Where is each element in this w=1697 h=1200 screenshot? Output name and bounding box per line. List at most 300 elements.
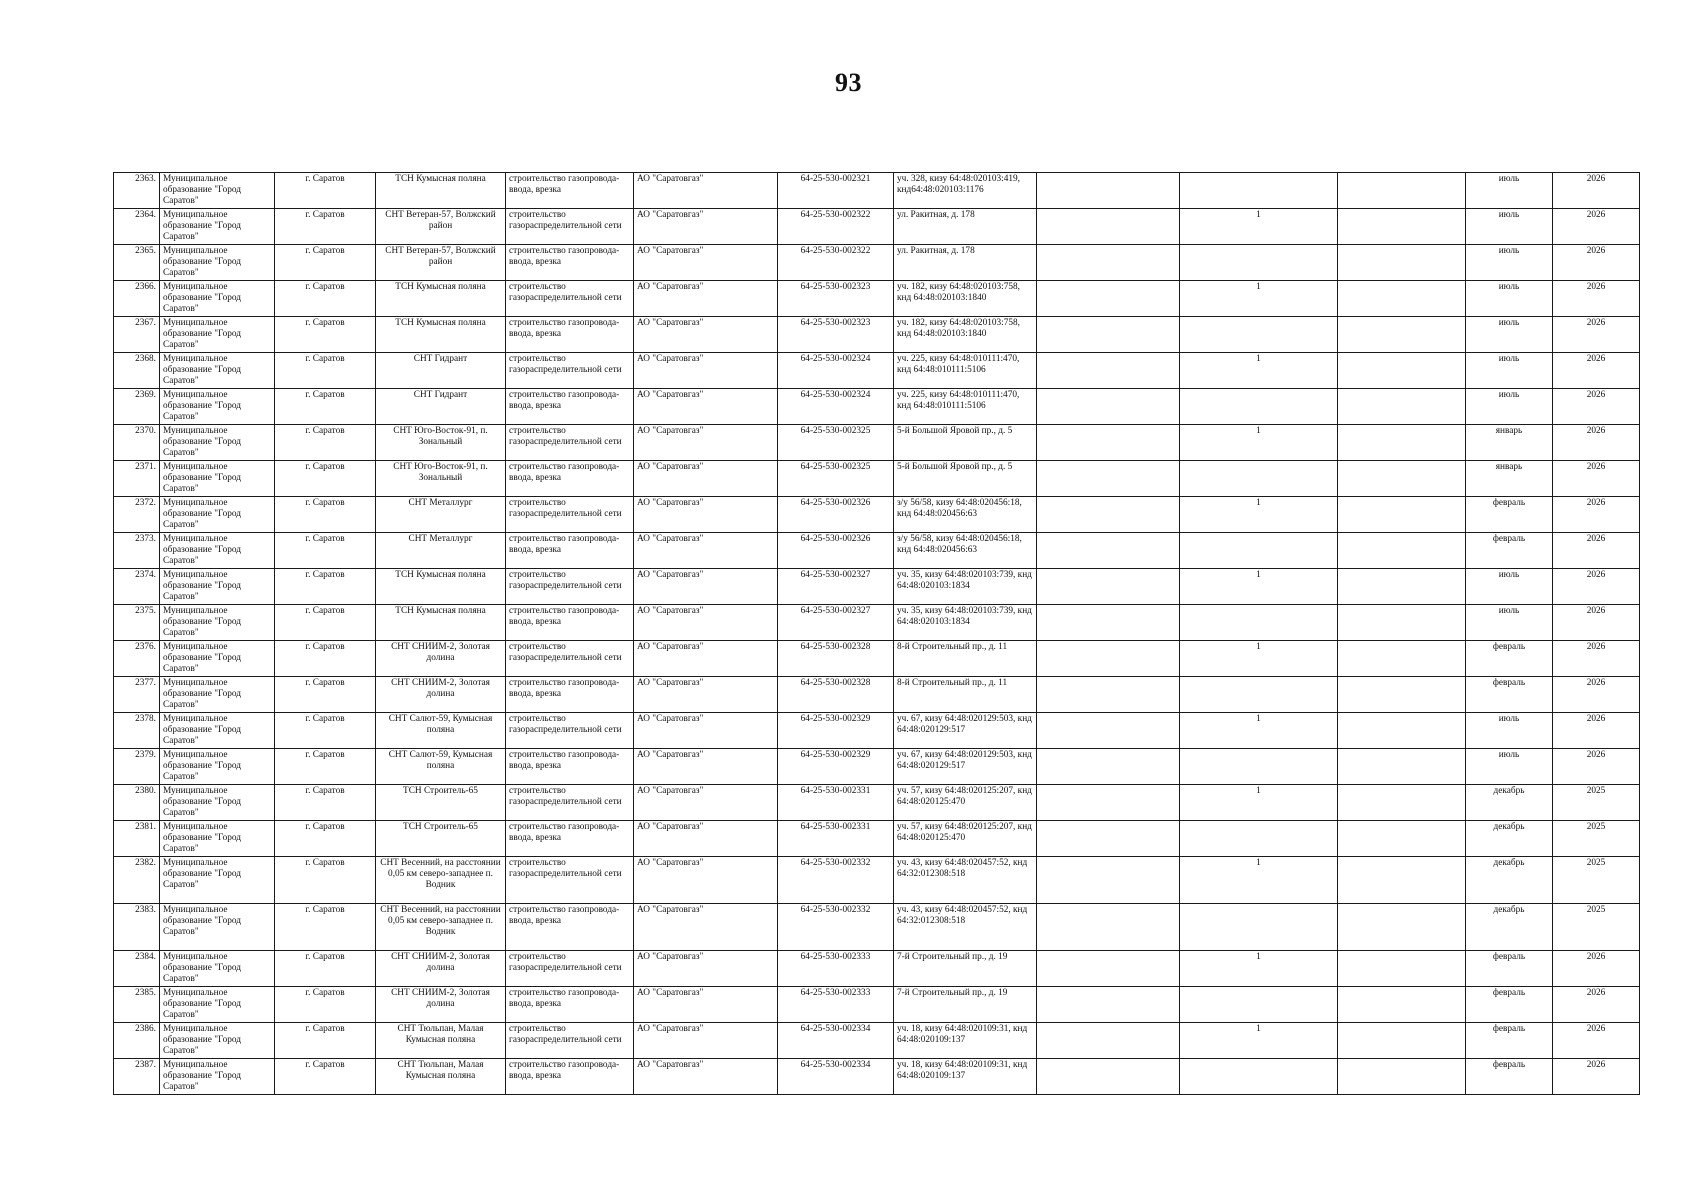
municipality-cell: Муниципальное образование "Город Саратов" bbox=[160, 987, 275, 1023]
city-cell: г. Саратов bbox=[275, 173, 376, 209]
register-table bbox=[113, 172, 1640, 1095]
municipality-cell: Муниципальное образование "Город Саратов" bbox=[160, 785, 275, 821]
month-cell: февраль bbox=[1466, 497, 1553, 533]
settlement-cell: СНТ Металлург bbox=[376, 533, 506, 569]
settlement-cell: СНТ Гидрант bbox=[376, 389, 506, 425]
municipality-cell: Муниципальное образование "Город Саратов" bbox=[160, 353, 275, 389]
row-number: 2366. bbox=[114, 281, 160, 317]
municipality-cell: Муниципальное образование "Город Саратов" bbox=[160, 821, 275, 857]
empty-cell bbox=[1338, 987, 1466, 1023]
address-cell: уч. 18, кизу 64:48:020109:31, кнд 64:48:020109:137 bbox=[894, 1059, 1037, 1095]
table-row bbox=[114, 353, 1640, 389]
count-cell: 1 bbox=[1180, 857, 1338, 904]
empty-cell bbox=[1037, 713, 1180, 749]
settlement-cell: СНТ Тюльпан, Малая Кумысная поляна bbox=[376, 1023, 506, 1059]
month-cell: февраль bbox=[1466, 951, 1553, 987]
city-cell: г. Саратов bbox=[275, 951, 376, 987]
empty-cell bbox=[1037, 857, 1180, 904]
city-cell: г. Саратов bbox=[275, 641, 376, 677]
registry-number-cell: 64-25-530-002331 bbox=[778, 785, 894, 821]
registry-number-cell: 64-25-530-002334 bbox=[778, 1059, 894, 1095]
empty-cell bbox=[1338, 904, 1466, 951]
city-cell: г. Саратов bbox=[275, 461, 376, 497]
registry-number-cell: 64-25-530-002324 bbox=[778, 353, 894, 389]
registry-number-cell: 64-25-530-002326 bbox=[778, 497, 894, 533]
settlement-cell: СНТ СНИИМ-2, Золотая долина bbox=[376, 951, 506, 987]
row-number: 2377. bbox=[114, 677, 160, 713]
empty-cell bbox=[1338, 353, 1466, 389]
settlement-cell: СНТ Юго-Восток-91, п. Зональный bbox=[376, 461, 506, 497]
year-cell: 2026 bbox=[1553, 987, 1640, 1023]
municipality-cell: Муниципальное образование "Город Саратов" bbox=[160, 461, 275, 497]
empty-cell bbox=[1037, 904, 1180, 951]
settlement-cell: СНТ Весенний, на расстоянии 0,05 км северо-западнее п. Водник bbox=[376, 857, 506, 904]
organization-cell: АО "Саратовгаз" bbox=[634, 173, 778, 209]
city-cell: г. Саратов bbox=[275, 533, 376, 569]
municipality-cell: Муниципальное образование "Город Саратов" bbox=[160, 281, 275, 317]
row-number: 2369. bbox=[114, 389, 160, 425]
city-cell: г. Саратов bbox=[275, 353, 376, 389]
empty-cell bbox=[1338, 641, 1466, 677]
row-number: 2381. bbox=[114, 821, 160, 857]
count-cell bbox=[1180, 1059, 1338, 1095]
organization-cell: АО "Саратовгаз" bbox=[634, 641, 778, 677]
municipality-cell: Муниципальное образование "Город Саратов" bbox=[160, 569, 275, 605]
empty-cell bbox=[1338, 951, 1466, 987]
settlement-cell: СНТ СНИИМ-2, Золотая долина bbox=[376, 987, 506, 1023]
empty-cell bbox=[1338, 317, 1466, 353]
empty-cell bbox=[1037, 821, 1180, 857]
empty-cell bbox=[1338, 569, 1466, 605]
settlement-cell: СНТ Ветеран-57, Волжский район bbox=[376, 245, 506, 281]
registry-number-cell: 64-25-530-002329 bbox=[778, 749, 894, 785]
registry-number-cell: 64-25-530-002332 bbox=[778, 857, 894, 904]
month-cell: июль bbox=[1466, 389, 1553, 425]
year-cell: 2025 bbox=[1553, 904, 1640, 951]
year-cell: 2026 bbox=[1553, 461, 1640, 497]
registry-number-cell: 64-25-530-002329 bbox=[778, 713, 894, 749]
organization-cell: АО "Саратовгаз" bbox=[634, 987, 778, 1023]
work-type-cell: строительство газопровода-ввода, врезка bbox=[506, 389, 634, 425]
registry-number-cell: 64-25-530-002327 bbox=[778, 569, 894, 605]
row-number: 2387. bbox=[114, 1059, 160, 1095]
count-cell bbox=[1180, 749, 1338, 785]
month-cell: июль bbox=[1466, 569, 1553, 605]
table-row bbox=[114, 425, 1640, 461]
month-cell: декабрь bbox=[1466, 785, 1553, 821]
work-type-cell: строительство газопровода-ввода, врезка bbox=[506, 677, 634, 713]
year-cell: 2026 bbox=[1553, 713, 1640, 749]
month-cell: февраль bbox=[1466, 1023, 1553, 1059]
table-row bbox=[114, 1059, 1640, 1095]
empty-cell bbox=[1037, 245, 1180, 281]
municipality-cell: Муниципальное образование "Город Саратов" bbox=[160, 1023, 275, 1059]
year-cell: 2026 bbox=[1553, 353, 1640, 389]
municipality-cell: Муниципальное образование "Город Саратов" bbox=[160, 1059, 275, 1095]
empty-cell bbox=[1037, 951, 1180, 987]
registry-number-cell: 64-25-530-002322 bbox=[778, 209, 894, 245]
count-cell bbox=[1180, 677, 1338, 713]
address-cell: уч. 18, кизу 64:48:020109:31, кнд 64:48:020109:137 bbox=[894, 1023, 1037, 1059]
empty-cell bbox=[1338, 461, 1466, 497]
municipality-cell: Муниципальное образование "Город Саратов" bbox=[160, 389, 275, 425]
organization-cell: АО "Саратовгаз" bbox=[634, 857, 778, 904]
year-cell: 2026 bbox=[1553, 533, 1640, 569]
table-row bbox=[114, 569, 1640, 605]
work-type-cell: строительство газораспределительной сети bbox=[506, 785, 634, 821]
settlement-cell: СНТ СНИИМ-2, Золотая долина bbox=[376, 641, 506, 677]
year-cell: 2026 bbox=[1553, 497, 1640, 533]
register-body bbox=[114, 173, 1640, 1095]
count-cell: 1 bbox=[1180, 785, 1338, 821]
empty-cell bbox=[1037, 461, 1180, 497]
municipality-cell: Муниципальное образование "Город Саратов" bbox=[160, 533, 275, 569]
year-cell: 2026 bbox=[1553, 389, 1640, 425]
organization-cell: АО "Саратовгаз" bbox=[634, 425, 778, 461]
city-cell: г. Саратов bbox=[275, 904, 376, 951]
work-type-cell: строительство газораспределительной сети bbox=[506, 425, 634, 461]
organization-cell: АО "Саратовгаз" bbox=[634, 281, 778, 317]
table-row bbox=[114, 533, 1640, 569]
settlement-cell: СНТ СНИИМ-2, Золотая долина bbox=[376, 677, 506, 713]
year-cell: 2026 bbox=[1553, 209, 1640, 245]
work-type-cell: строительство газопровода-ввода, врезка bbox=[506, 605, 634, 641]
row-number: 2380. bbox=[114, 785, 160, 821]
empty-cell bbox=[1037, 677, 1180, 713]
work-type-cell: строительство газораспределительной сети bbox=[506, 1023, 634, 1059]
empty-cell bbox=[1037, 389, 1180, 425]
month-cell: декабрь bbox=[1466, 821, 1553, 857]
year-cell: 2026 bbox=[1553, 605, 1640, 641]
row-number: 2365. bbox=[114, 245, 160, 281]
registry-number-cell: 64-25-530-002323 bbox=[778, 281, 894, 317]
empty-cell bbox=[1037, 281, 1180, 317]
year-cell: 2026 bbox=[1553, 425, 1640, 461]
empty-cell bbox=[1338, 533, 1466, 569]
work-type-cell: строительство газопровода-ввода, врезка bbox=[506, 1059, 634, 1095]
table-row bbox=[114, 951, 1640, 987]
municipality-cell: Муниципальное образование "Город Саратов" bbox=[160, 245, 275, 281]
year-cell: 2025 bbox=[1553, 821, 1640, 857]
count-cell: 1 bbox=[1180, 569, 1338, 605]
row-number: 2385. bbox=[114, 987, 160, 1023]
empty-cell bbox=[1338, 713, 1466, 749]
organization-cell: АО "Саратовгаз" bbox=[634, 713, 778, 749]
work-type-cell: строительство газопровода-ввода, врезка bbox=[506, 749, 634, 785]
empty-cell bbox=[1338, 677, 1466, 713]
row-number: 2368. bbox=[114, 353, 160, 389]
row-number: 2372. bbox=[114, 497, 160, 533]
city-cell: г. Саратов bbox=[275, 317, 376, 353]
table-row bbox=[114, 857, 1640, 904]
organization-cell: АО "Саратовгаз" bbox=[634, 209, 778, 245]
work-type-cell: строительство газораспределительной сети bbox=[506, 951, 634, 987]
address-cell: уч. 35, кизу 64:48:020103:739, кнд 64:48:020103:1834 bbox=[894, 605, 1037, 641]
address-cell: уч. 182, кизу 64:48:020103:758, кнд 64:48:020103:1840 bbox=[894, 317, 1037, 353]
settlement-cell: СНТ Ветеран-57, Волжский район bbox=[376, 209, 506, 245]
year-cell: 2026 bbox=[1553, 317, 1640, 353]
address-cell: уч. 57, кизу 64:48:020125:207, кнд 64:48:020125:470 bbox=[894, 821, 1037, 857]
count-cell bbox=[1180, 605, 1338, 641]
empty-cell bbox=[1037, 641, 1180, 677]
count-cell bbox=[1180, 173, 1338, 209]
empty-cell bbox=[1037, 1023, 1180, 1059]
work-type-cell: строительство газораспределительной сети bbox=[506, 209, 634, 245]
municipality-cell: Муниципальное образование "Город Саратов" bbox=[160, 173, 275, 209]
empty-cell bbox=[1037, 353, 1180, 389]
address-cell: уч. 67, кизу 64:48:020129:503, кнд 64:48:020129:517 bbox=[894, 713, 1037, 749]
row-number: 2378. bbox=[114, 713, 160, 749]
empty-cell bbox=[1338, 857, 1466, 904]
work-type-cell: строительство газораспределительной сети bbox=[506, 497, 634, 533]
row-number: 2371. bbox=[114, 461, 160, 497]
work-type-cell: строительство газопровода-ввода, врезка bbox=[506, 173, 634, 209]
year-cell: 2026 bbox=[1553, 281, 1640, 317]
municipality-cell: Муниципальное образование "Город Саратов" bbox=[160, 677, 275, 713]
registry-number-cell: 64-25-530-002327 bbox=[778, 605, 894, 641]
city-cell: г. Саратов bbox=[275, 749, 376, 785]
municipality-cell: Муниципальное образование "Город Саратов" bbox=[160, 317, 275, 353]
month-cell: июль bbox=[1466, 173, 1553, 209]
city-cell: г. Саратов bbox=[275, 987, 376, 1023]
city-cell: г. Саратов bbox=[275, 389, 376, 425]
row-number: 2370. bbox=[114, 425, 160, 461]
year-cell: 2026 bbox=[1553, 641, 1640, 677]
month-cell: декабрь bbox=[1466, 857, 1553, 904]
year-cell: 2025 bbox=[1553, 857, 1640, 904]
settlement-cell: ТСН Кумысная поляна bbox=[376, 605, 506, 641]
registry-number-cell: 64-25-530-002333 bbox=[778, 951, 894, 987]
count-cell: 1 bbox=[1180, 353, 1338, 389]
city-cell: г. Саратов bbox=[275, 209, 376, 245]
table-row bbox=[114, 904, 1640, 951]
month-cell: июль bbox=[1466, 281, 1553, 317]
count-cell bbox=[1180, 461, 1338, 497]
table-row bbox=[114, 281, 1640, 317]
work-type-cell: строительство газопровода-ввода, врезка bbox=[506, 317, 634, 353]
row-number: 2364. bbox=[114, 209, 160, 245]
organization-cell: АО "Саратовгаз" bbox=[634, 749, 778, 785]
count-cell bbox=[1180, 904, 1338, 951]
registry-number-cell: 64-25-530-002323 bbox=[778, 317, 894, 353]
registry-number-cell: 64-25-530-002325 bbox=[778, 425, 894, 461]
empty-cell bbox=[1037, 987, 1180, 1023]
year-cell: 2026 bbox=[1553, 749, 1640, 785]
count-cell: 1 bbox=[1180, 641, 1338, 677]
count-cell bbox=[1180, 821, 1338, 857]
organization-cell: АО "Саратовгаз" bbox=[634, 1059, 778, 1095]
count-cell bbox=[1180, 533, 1338, 569]
table-row bbox=[114, 245, 1640, 281]
year-cell: 2026 bbox=[1553, 173, 1640, 209]
work-type-cell: строительство газораспределительной сети bbox=[506, 353, 634, 389]
empty-cell bbox=[1338, 497, 1466, 533]
city-cell: г. Саратов bbox=[275, 245, 376, 281]
row-number: 2379. bbox=[114, 749, 160, 785]
registry-number-cell: 64-25-530-002325 bbox=[778, 461, 894, 497]
month-cell: январь bbox=[1466, 425, 1553, 461]
year-cell: 2026 bbox=[1553, 951, 1640, 987]
empty-cell bbox=[1037, 173, 1180, 209]
address-cell: уч. 35, кизу 64:48:020103:739, кнд 64:48:020103:1834 bbox=[894, 569, 1037, 605]
organization-cell: АО "Саратовгаз" bbox=[634, 461, 778, 497]
address-cell: уч. 225, кизу 64:48:010111:470, кнд 64:48:010111:5106 bbox=[894, 353, 1037, 389]
empty-cell bbox=[1338, 245, 1466, 281]
address-cell: ул. Ракитная, д. 178 bbox=[894, 209, 1037, 245]
empty-cell bbox=[1338, 209, 1466, 245]
registry-number-cell: 64-25-530-002332 bbox=[778, 904, 894, 951]
count-cell: 1 bbox=[1180, 209, 1338, 245]
year-cell: 2026 bbox=[1553, 245, 1640, 281]
month-cell: февраль bbox=[1466, 533, 1553, 569]
settlement-cell: ТСН Кумысная поляна bbox=[376, 281, 506, 317]
month-cell: июль bbox=[1466, 713, 1553, 749]
settlement-cell: СНТ Тюльпан, Малая Кумысная поляна bbox=[376, 1059, 506, 1095]
month-cell: июль bbox=[1466, 353, 1553, 389]
month-cell: июль bbox=[1466, 749, 1553, 785]
settlement-cell: СНТ Юго-Восток-91, п. Зональный bbox=[376, 425, 506, 461]
address-cell: 7-й Строительный пр., д. 19 bbox=[894, 987, 1037, 1023]
month-cell: февраль bbox=[1466, 677, 1553, 713]
organization-cell: АО "Саратовгаз" bbox=[634, 317, 778, 353]
organization-cell: АО "Саратовгаз" bbox=[634, 353, 778, 389]
table-row bbox=[114, 785, 1640, 821]
table-row bbox=[114, 821, 1640, 857]
address-cell: уч. 328, кизу 64:48:020103:419, кнд64:48:020103:1176 bbox=[894, 173, 1037, 209]
organization-cell: АО "Саратовгаз" bbox=[634, 821, 778, 857]
work-type-cell: строительство газопровода-ввода, врезка bbox=[506, 987, 634, 1023]
empty-cell bbox=[1037, 749, 1180, 785]
empty-cell bbox=[1037, 497, 1180, 533]
organization-cell: АО "Саратовгаз" bbox=[634, 569, 778, 605]
settlement-cell: ТСН Строитель-65 bbox=[376, 785, 506, 821]
table-row bbox=[114, 677, 1640, 713]
work-type-cell: строительство газораспределительной сети bbox=[506, 569, 634, 605]
year-cell: 2026 bbox=[1553, 677, 1640, 713]
count-cell: 1 bbox=[1180, 1023, 1338, 1059]
city-cell: г. Саратов bbox=[275, 857, 376, 904]
municipality-cell: Муниципальное образование "Город Саратов" bbox=[160, 209, 275, 245]
table-row bbox=[114, 641, 1640, 677]
empty-cell bbox=[1338, 173, 1466, 209]
month-cell: январь bbox=[1466, 461, 1553, 497]
municipality-cell: Муниципальное образование "Город Саратов" bbox=[160, 904, 275, 951]
registry-number-cell: 64-25-530-002328 bbox=[778, 641, 894, 677]
address-cell: уч. 225, кизу 64:48:010111:470, кнд 64:48:010111:5106 bbox=[894, 389, 1037, 425]
work-type-cell: строительство газопровода-ввода, врезка bbox=[506, 821, 634, 857]
organization-cell: АО "Саратовгаз" bbox=[634, 951, 778, 987]
month-cell: июль bbox=[1466, 317, 1553, 353]
empty-cell bbox=[1037, 209, 1180, 245]
year-cell: 2026 bbox=[1553, 569, 1640, 605]
count-cell bbox=[1180, 245, 1338, 281]
count-cell: 1 bbox=[1180, 281, 1338, 317]
city-cell: г. Саратов bbox=[275, 785, 376, 821]
organization-cell: АО "Саратовгаз" bbox=[634, 785, 778, 821]
work-type-cell: строительство газопровода-ввода, врезка bbox=[506, 533, 634, 569]
organization-cell: АО "Саратовгаз" bbox=[634, 533, 778, 569]
address-cell: уч. 43, кизу 64:48:020457:52, кнд 64:32:012308:518 bbox=[894, 857, 1037, 904]
settlement-cell: ТСН Кумысная поляна bbox=[376, 173, 506, 209]
work-type-cell: строительство газораспределительной сети bbox=[506, 857, 634, 904]
city-cell: г. Саратов bbox=[275, 677, 376, 713]
settlement-cell: СНТ Металлург bbox=[376, 497, 506, 533]
organization-cell: АО "Саратовгаз" bbox=[634, 904, 778, 951]
year-cell: 2025 bbox=[1553, 785, 1640, 821]
row-number: 2386. bbox=[114, 1023, 160, 1059]
municipality-cell: Муниципальное образование "Город Саратов" bbox=[160, 713, 275, 749]
empty-cell bbox=[1338, 1023, 1466, 1059]
empty-cell bbox=[1037, 569, 1180, 605]
work-type-cell: строительство газопровода-ввода, врезка bbox=[506, 904, 634, 951]
address-cell: 8-й Строительный пр., д. 11 bbox=[894, 641, 1037, 677]
registry-number-cell: 64-25-530-002326 bbox=[778, 533, 894, 569]
row-number: 2383. bbox=[114, 904, 160, 951]
table-row bbox=[114, 389, 1640, 425]
row-number: 2374. bbox=[114, 569, 160, 605]
empty-cell bbox=[1338, 425, 1466, 461]
organization-cell: АО "Саратовгаз" bbox=[634, 389, 778, 425]
city-cell: г. Саратов bbox=[275, 425, 376, 461]
settlement-cell: СНТ Салют-59, Кумысная поляна bbox=[376, 713, 506, 749]
address-cell: 7-й Строительный пр., д. 19 bbox=[894, 951, 1037, 987]
count-cell bbox=[1180, 389, 1338, 425]
city-cell: г. Саратов bbox=[275, 821, 376, 857]
municipality-cell: Муниципальное образование "Город Саратов" bbox=[160, 951, 275, 987]
city-cell: г. Саратов bbox=[275, 1059, 376, 1095]
organization-cell: АО "Саратовгаз" bbox=[634, 677, 778, 713]
settlement-cell: СНТ Салют-59, Кумысная поляна bbox=[376, 749, 506, 785]
settlement-cell: СНТ Весенний, на расстоянии 0,05 км северо-западнее п. Водник bbox=[376, 904, 506, 951]
address-cell: 5-й Большой Яровой пр., д. 5 bbox=[894, 461, 1037, 497]
settlement-cell: СНТ Гидрант bbox=[376, 353, 506, 389]
municipality-cell: Муниципальное образование "Город Саратов" bbox=[160, 857, 275, 904]
empty-cell bbox=[1338, 281, 1466, 317]
empty-cell bbox=[1338, 1059, 1466, 1095]
registry-number-cell: 64-25-530-002322 bbox=[778, 245, 894, 281]
year-cell: 2026 bbox=[1553, 1023, 1640, 1059]
work-type-cell: строительство газораспределительной сети bbox=[506, 641, 634, 677]
address-cell: уч. 57, кизу 64:48:020125:207, кнд 64:48:020125:470 bbox=[894, 785, 1037, 821]
municipality-cell: Муниципальное образование "Город Саратов" bbox=[160, 425, 275, 461]
city-cell: г. Саратов bbox=[275, 1023, 376, 1059]
empty-cell bbox=[1338, 749, 1466, 785]
empty-cell bbox=[1037, 785, 1180, 821]
empty-cell bbox=[1037, 425, 1180, 461]
settlement-cell: ТСН Строитель-65 bbox=[376, 821, 506, 857]
organization-cell: АО "Саратовгаз" bbox=[634, 1023, 778, 1059]
municipality-cell: Муниципальное образование "Город Саратов" bbox=[160, 605, 275, 641]
row-number: 2382. bbox=[114, 857, 160, 904]
municipality-cell: Муниципальное образование "Город Саратов" bbox=[160, 749, 275, 785]
month-cell: декабрь bbox=[1466, 904, 1553, 951]
address-cell: уч. 182, кизу 64:48:020103:758, кнд 64:48:020103:1840 bbox=[894, 281, 1037, 317]
city-cell: г. Саратов bbox=[275, 281, 376, 317]
month-cell: июль bbox=[1466, 209, 1553, 245]
month-cell: июль bbox=[1466, 605, 1553, 641]
month-cell: февраль bbox=[1466, 987, 1553, 1023]
row-number: 2375. bbox=[114, 605, 160, 641]
empty-cell bbox=[1037, 317, 1180, 353]
page-number: 93 bbox=[835, 68, 862, 97]
table-row bbox=[114, 605, 1640, 641]
address-cell: уч. 67, кизу 64:48:020129:503, кнд 64:48:020129:517 bbox=[894, 749, 1037, 785]
registry-number-cell: 64-25-530-002328 bbox=[778, 677, 894, 713]
registry-number-cell: 64-25-530-002331 bbox=[778, 821, 894, 857]
work-type-cell: строительство газопровода-ввода, врезка bbox=[506, 245, 634, 281]
work-type-cell: строительство газораспределительной сети bbox=[506, 281, 634, 317]
row-number: 2367. bbox=[114, 317, 160, 353]
